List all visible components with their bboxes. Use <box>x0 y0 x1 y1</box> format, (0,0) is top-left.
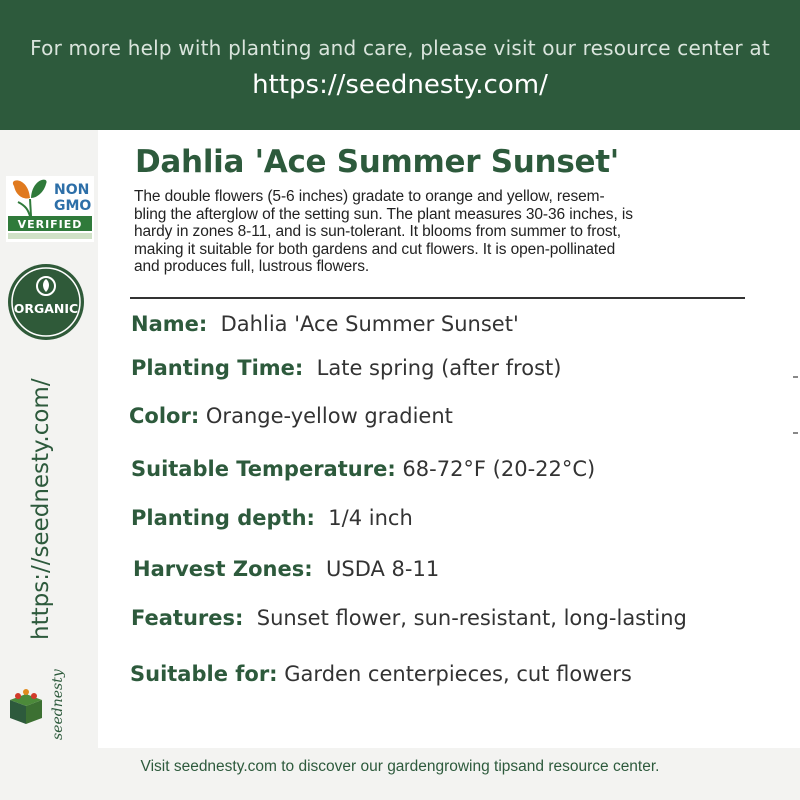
spec-value: Dahlia 'Ace Summer Sunset' <box>220 312 519 336</box>
organic-badge <box>6 262 86 342</box>
spec-color <box>129 404 453 428</box>
edge-mark <box>793 376 798 378</box>
spec-label: Planting depth: <box>131 506 315 530</box>
spec-label: Harvest Zones: <box>133 557 313 581</box>
spec-value: 68-72°F (20-22°C) <box>402 457 596 481</box>
product-description <box>134 188 774 276</box>
spec-planting-time <box>131 356 561 380</box>
vertical-url[interactable]: https://seednesty.com/ <box>28 378 54 640</box>
seed-box-icon <box>10 689 42 724</box>
spec-value: 1/4 inch <box>328 506 413 530</box>
spec-value: Late spring (after frost) <box>316 356 562 380</box>
spec-suitable-for <box>130 662 632 686</box>
spec-value: USDA 8-11 <box>326 557 440 581</box>
top-banner <box>0 0 800 130</box>
svg-text:GMO: GMO <box>54 198 92 214</box>
description-line: bling the afterglow of the setting sun. The plant measures 30-36 inches, is <box>134 205 633 223</box>
banner-url[interactable]: https://seednesty.com/ <box>252 70 548 100</box>
spec-features <box>131 606 687 630</box>
spec-value: Sunset flower, sun-resistant, long-lasting <box>256 606 687 630</box>
spec-label: Name: <box>131 312 208 336</box>
spec-label: Suitable Temperature: <box>131 457 396 481</box>
spec-value: Garden centerpieces, cut flowers <box>284 662 632 686</box>
divider <box>130 297 745 299</box>
spec-name <box>131 312 519 336</box>
description-line: making it suitable for both gardens and cut flowers. It is open-pollinated <box>134 240 616 258</box>
banner-help-text: For more help with planting and care, please visit our resource center at <box>30 36 770 60</box>
product-title: Dahlia 'Ace Summer Sunset' <box>135 144 619 180</box>
svg-text:VERIFIED: VERIFIED <box>17 218 83 231</box>
non-gmo-badge <box>6 176 94 242</box>
description-line: and produces full, lustrous flowers. <box>134 258 370 275</box>
svg-text:seednesty: seednesty <box>50 669 66 740</box>
spec-temperature <box>131 457 595 481</box>
svg-text:NON: NON <box>54 182 90 198</box>
svg-text:ORGANIC: ORGANIC <box>13 301 79 316</box>
spec-label: Features: <box>131 606 244 630</box>
spec-value: Orange-yellow gradient <box>205 404 453 428</box>
seednesty-logo <box>4 664 74 742</box>
description-line: hardy in zones 8-11, and is sun-tolerant. It blooms from summer to frost, <box>134 223 621 240</box>
description-line: The double flowers (5-6 inches) gradate to orange and yellow, resem- <box>134 188 605 205</box>
footer-text: Visit seednesty.com to discover our gardengrowing tipsand resource center. <box>140 758 660 775</box>
spec-label: Suitable for: <box>130 662 278 686</box>
edge-mark <box>793 432 798 434</box>
spec-harvest-zones <box>133 557 439 581</box>
spec-planting-depth <box>131 506 413 530</box>
spec-label: Color: <box>129 404 200 428</box>
spec-label: Planting Time: <box>131 356 304 380</box>
